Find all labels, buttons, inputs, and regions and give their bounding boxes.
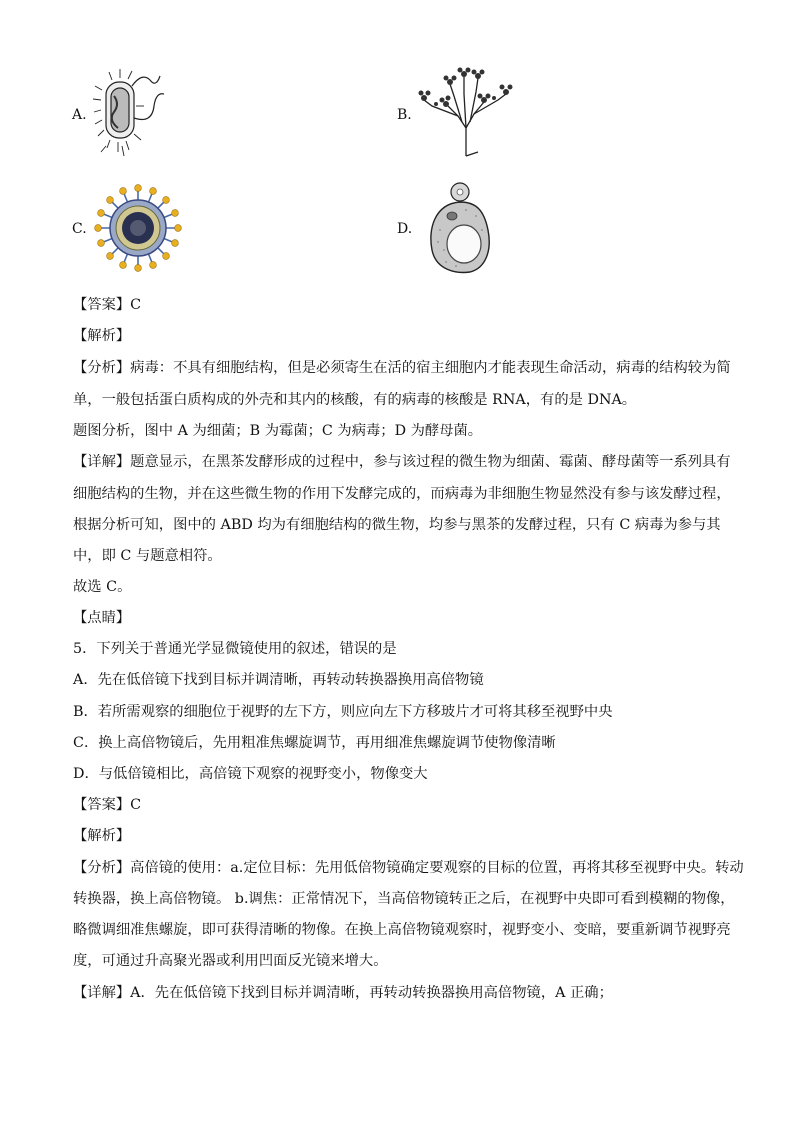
option-a-label: A.	[72, 107, 87, 123]
option-d-label: D.	[397, 221, 413, 237]
q4-detail-line-2: 细胞结构的生物，并在这些微生物的作用下发酵完成的，而病毒为非细胞生物显然没有参与该发酵过程，	[73, 486, 731, 502]
q4-analysis-line-1: 【分析】病毒：不具有细胞结构，但是必须寄生在活的宿主细胞内才能表现生命活动，病毒的结构较为简	[73, 360, 731, 376]
q4-comment: 【点睛】	[73, 610, 131, 626]
q4-detail-line-3: 根据分析可知，图中的 ABD 均为有细胞结构的微生物，均参与黑茶的发酵过程，只有 C 病毒为参与其	[73, 517, 721, 533]
q4-answer: 【答案】C	[73, 297, 142, 313]
q4-detail-line-1: 【详解】题意显示，在黑茶发酵形成的过程中，参与该过程的微生物为细菌、霉菌、酵母菌等一系列具有	[73, 454, 731, 470]
option-c-label: C.	[72, 221, 87, 237]
q5-answer: 【答案】C	[73, 797, 142, 813]
yeast-icon	[426, 180, 494, 276]
q5-analysis-line-2: 转换器，换上高倍物镜。 b.调焦：正常情况下，当高倍物镜转正之后，在视野中央即可看到模糊的物像，	[73, 891, 735, 907]
q4-detail-line-4: 中，即 C 与题意相符。	[73, 548, 222, 564]
q5-detail-line-1: 【详解】A．先在低倍镜下找到目标并调清晰，再转动转换器换用高倍物镜，A 正确；	[73, 985, 613, 1001]
q5-analysis-heading: 【解析】	[73, 828, 131, 844]
q5-option-b: B．若所需观察的细胞位于视野的左下方，则应向左下方移玻片才可将其移至视野中央	[73, 704, 613, 720]
q4-analysis-line-3: 题图分析，图中 A 为细菌；B 为霉菌；C 为病毒；D 为酵母菌。	[73, 423, 483, 439]
q5-option-a: A．先在低倍镜下找到目标并调清晰，再转动转换器换用高倍物镜	[73, 672, 484, 688]
q5-analysis-line-3: 略微调细准焦螺旋，即可获得清晰的物像。在换上高倍物镜观察时，视野变小、变暗，要重新调节视野亮	[73, 922, 731, 938]
option-b-label: B.	[397, 107, 412, 123]
q5-analysis-line-1: 【分析】高倍镜的使用：a.定位目标：先用低倍物镜确定要观察的目标的位置，再将其移至视野中央。转动	[73, 860, 744, 876]
q4-analysis-line-2: 单，一般包括蛋白质构成的外壳和其内的核酸，有的病毒的核酸是 RNA，有的是 DNA。	[73, 392, 637, 408]
virus-icon	[94, 184, 182, 272]
q4-analysis-heading: 【解析】	[73, 328, 131, 344]
mold-icon	[418, 66, 514, 158]
q4-conclusion: 故选 C。	[73, 579, 132, 595]
q5-option-d: D．与低倍镜相比，高倍镜下观察的视野变小，物像变大	[73, 766, 428, 782]
bacterium-icon	[92, 66, 168, 158]
q5-analysis-line-4: 度，可通过升高聚光器或利用凹面反光镜来增大。	[73, 953, 388, 969]
q5-option-c: C．换上高倍物镜后，先用粗准焦螺旋调节，再用细准焦螺旋调节使物像清晰	[73, 735, 556, 751]
q5-stem: 5．下列关于普通光学显微镜使用的叙述，错误的是	[73, 641, 397, 657]
